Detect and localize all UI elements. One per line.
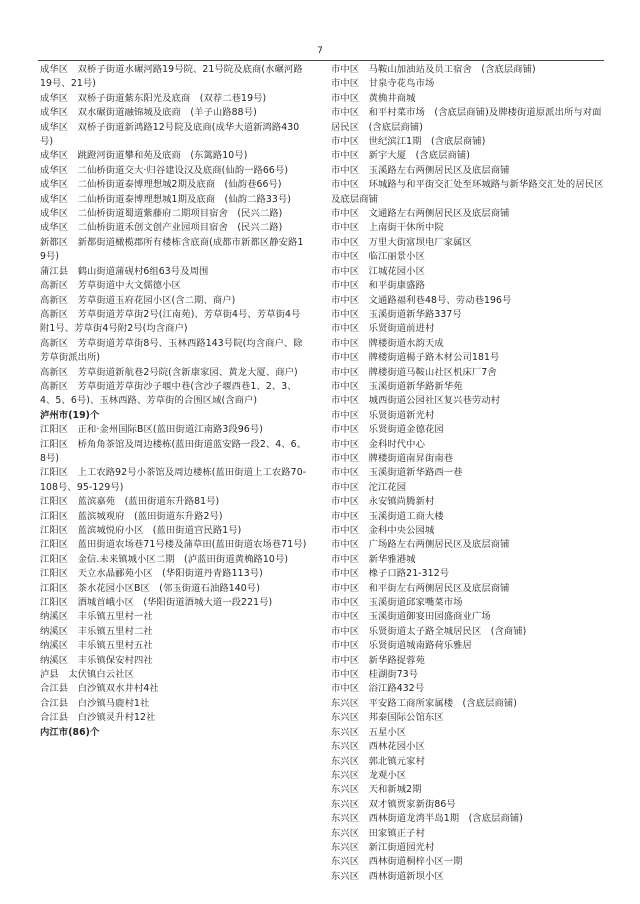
left-column: [40, 63, 308, 740]
address-entry: 市中区 牌楼街道马鞍山社区机床厂7舍: [331, 366, 497, 378]
address-entry: 高新区 芳草街道芳草街沙子堰中巷(含沙子堰西巷1、2、3、4、5、6号)、玉林西路、芳草街的合围区域(含商户): [40, 380, 297, 407]
address-entry: 成华区 双桥子街道水碾河路19号院、21号院及底商(水碾河路19号、21号): [40, 64, 303, 90]
address-entry: 市中区 广场路左右两侧居民区及底层商铺: [331, 539, 510, 551]
address-entry: 泸县 太伏镇白云社区: [40, 669, 134, 681]
address-entry: 东兴区 天和新城2期: [331, 784, 422, 796]
address-entry: 江阳区 桥角角茶馆及周边楼栋(蓝田街道蓝安路一段2、4、6、8号): [40, 438, 307, 464]
address-entry: 市中区 乐贤街道城南路荷乐雅居: [331, 640, 472, 652]
address-entry: 成华区 二仙桥街道禾创文创产业园项目宿舍 (民兴二路): [40, 222, 283, 234]
address-entry: 市中区 橡子口路21-312号: [331, 568, 450, 580]
address-entry: 合江县 白沙镇双水井村4社: [40, 683, 159, 695]
address-entry: 东兴区 西林花园小区: [331, 741, 425, 753]
address-entry: 市中区 新华路捉蓉苑: [331, 654, 425, 666]
address-entry: 东兴区 平安路工商所家属楼 (含底层商铺): [331, 697, 517, 709]
address-entry: 市中区 和平街康盛路: [331, 280, 425, 292]
address-entry: 成华区 二仙桥街道泰博理想城1期及底商 (仙韵二路33号): [40, 193, 292, 205]
address-entry: 东兴区 西林街道桐梓小区一期: [331, 856, 463, 868]
address-entry: 纳溪区 丰乐镇五里村五社: [40, 640, 153, 652]
right-column: [331, 63, 607, 884]
address-entry: 市中区 临江丽景小区: [331, 251, 425, 263]
address-entry: 市中区 牌楼街道楊子路木材公司181号: [331, 352, 500, 364]
address-entry: 市中区 乐贤街道太子路全城居民区 (含商铺): [331, 625, 527, 637]
address-entry: 东兴区 田家镇正子村: [331, 827, 425, 839]
address-entry: 市中区 乐贤街道金德花园: [331, 424, 444, 436]
address-entry: 东兴区 郭北镇元家村: [331, 755, 425, 767]
address-entry: 市中区 世纪滨江1期 (含底层商铺): [331, 136, 486, 148]
address-entry: 江阳区 上工农路92号小茶馆及周边楼栋(蓝田街道上工农路70-108号、95-129号): [40, 467, 307, 493]
address-entry: 市中区 玉溪路左右两侧居民区及底层商铺: [331, 164, 510, 176]
address-entry: 市中区 桂湖街73号: [331, 669, 419, 681]
address-entry: 市中区 玉溪街道新华路西一巷: [331, 467, 463, 479]
address-entry: 江阳区 金信.未来镇城小区二期 (泸蓝田街道黄桷路10号): [40, 553, 289, 565]
address-entry: 市中区 江城花园小区: [331, 265, 425, 277]
address-entry: 江阳区 蓝滨嘉苑 (蓝田街道东升路81号): [40, 496, 220, 508]
address-entry: 成华区 二仙桥街道泰博理想城2期及底商 (仙韵巷66号): [40, 179, 282, 191]
address-entry: 市中区 玉溪街道御宴田园盛商业广场: [331, 611, 491, 623]
address-entry: 高新区 芳草街道新航巷2号院(含新康家园、黄龙大厦、商户): [40, 366, 298, 378]
address-entry: 市中区 沱江花园: [331, 481, 407, 493]
address-entry: 市中区 玉溪街道新华路337号: [331, 308, 462, 320]
address-entry: 市中区 玉溪街道邱家嘴菜市场: [331, 597, 463, 609]
address-entry: 新都区 新都街道橄榄郡所有楼栋含底商(成都市新都区静安路19号): [40, 236, 304, 263]
address-entry: 市中区 乐贤街道前进村: [331, 323, 435, 335]
address-entry: 市中区 金科时代中心: [331, 438, 425, 450]
address-entry: 高新区 芳草街道中大文儒德小区: [40, 280, 181, 292]
address-entry: 东兴区 龙观小区: [331, 769, 407, 781]
address-entry: 高新区 芳草街道芳草街2号(江南苑)、芳草街4号、芳草街4号附1号、芳草街4号附2号(均含商户): [40, 308, 301, 335]
address-entry: 江阳区 蓝滨城观府 (蓝田街道东升路2号): [40, 510, 223, 522]
address-entry: 高新区 芳草街道芳草街8号、玉林西路143号院(均含商户、除芳草街派出所): [40, 337, 303, 364]
address-entry: 成华区 双桥子街道紫东阳光及底商 (双荐二巷19号): [40, 92, 267, 104]
address-entry: 江阳区 正和·金州国际B区(蓝田街道江南路3段96号): [40, 424, 263, 436]
address-entry: 市中区 文通路福利巷48号、劳动巷196号: [331, 294, 512, 306]
page-number: 7: [317, 46, 323, 56]
address-entry: 东兴区 西林街道龙湾半岛1期 (含底层商铺): [331, 813, 524, 825]
address-entry: 高新区 芳草街道玉府花园小区(含二期、商户): [40, 294, 236, 306]
address-entry: 蒲江县 鹤山街道蒲砚村6组63号及周围: [40, 265, 209, 277]
address-entry: 市中区 和平街左右两侧居民区及底层商铺: [331, 582, 510, 594]
address-entry: 江阳区 蓝田街道农场巷71号楼及蒲草田(蓝田街道农场巷71号): [40, 539, 307, 551]
address-entry: 江阳区 茶水花园小区B区 (邻玉街道石油路140号): [40, 582, 260, 594]
address-entry: 市中区 新宇大厦 (含底层商铺): [331, 150, 471, 162]
address-entry: 江阳区 天立水晶郦苑小区 (华阳街道丹青路113号): [40, 568, 263, 580]
address-entry: 市中区 上南街干休所中院: [331, 222, 444, 234]
address-entry: 东兴区 五星小区: [331, 726, 407, 738]
address-entry: 江阳区 蓝滨城悦府小区 (蓝田街道宫民路1号): [40, 525, 242, 536]
address-entry: 市中区 马鞍山加油站及员工宿舍 (含底层商铺): [331, 64, 536, 75]
address-entry: 市中区 和平村菜市场 (含底层商铺)及牌楼街道原派出所与对面居民区 (含底层商铺): [331, 107, 602, 133]
address-entry: 市中区 牌楼街道水韵天成: [331, 337, 444, 349]
city-heading: 内江市(86)个: [40, 726, 100, 738]
address-entry: 成华区 双水碾街道融锦城及底商 (羊子山路88号): [40, 107, 257, 119]
address-entry: 合江县 白沙镇马鹿村1社: [40, 697, 150, 709]
address-entry: 成华区 跳蹬河街道攀和苑及底商 (东篱路10号): [40, 150, 248, 162]
address-entry: 纳溪区 丰乐镇五里村一社: [40, 611, 153, 623]
address-entry: 市中区 牌楼街道南昇街南巷: [331, 452, 454, 464]
address-entry: 成华区 二仙桥街道交大·归谷建设汉及底商(仙韵一路66号): [40, 164, 289, 176]
address-entry: 市中区 新华雅港城: [331, 553, 416, 565]
address-entry: 市中区 黄桷井商城: [331, 92, 416, 104]
address-entry: 市中区 万里大街富坝电厂家属区: [331, 236, 472, 248]
address-entry: 纳溪区 丰乐镇五里村二社: [40, 625, 153, 637]
address-entry: 市中区 玉溪街道工商大楼: [331, 510, 444, 522]
address-entry: 纳溪区 丰乐镇保安村四社: [40, 654, 153, 666]
address-entry: 市中区 城西街道公园社区复兴巷劳动村: [331, 395, 501, 407]
address-entry: 市中区 玉溪街道新华路新华苑: [331, 380, 463, 392]
address-entry: 市中区 金科中央公园城: [331, 525, 435, 536]
address-entry: 市中区 浴江路432号: [331, 683, 425, 695]
address-entry: 成华区 二仙桥街道蜀道紫藤府二期项目宿舍 (民兴二路): [40, 208, 283, 220]
address-entry: 市中区 永安镇尚腾新村: [331, 496, 435, 508]
address-entry: 东兴区 邦泰国际公馆东区: [331, 712, 444, 724]
address-entry: 市中区 文通路左右两侧居民区及底层商铺: [331, 208, 510, 220]
address-entry: 东兴区 双才镇贾家新街86号: [331, 798, 456, 810]
address-entry: 合江县 白沙镇灵升村12社: [40, 712, 156, 724]
address-entry: 东兴区 西林街道新坝小区: [331, 870, 444, 882]
address-entry: 东兴区 新江街道园光村: [331, 841, 435, 853]
address-entry: 成华区 双桥子街道新鸿路12号院及底商(成华大道新鸿路430号): [40, 121, 300, 148]
address-entry: 江阳区 酒城首峨小区 (华阳街道酒城大道一段221号): [40, 597, 273, 609]
address-entry: 市中区 环城路与和平街交汇处至环城路与新华路交汇处的居民区及底层商铺: [331, 179, 604, 205]
header-rule: [38, 60, 604, 61]
address-entry: 市中区 乐贤街道新光村: [331, 409, 435, 421]
address-entry: 市中区 甘泉寺花鸟市场: [331, 78, 435, 90]
city-heading: 泸州市(19)个: [40, 409, 100, 421]
